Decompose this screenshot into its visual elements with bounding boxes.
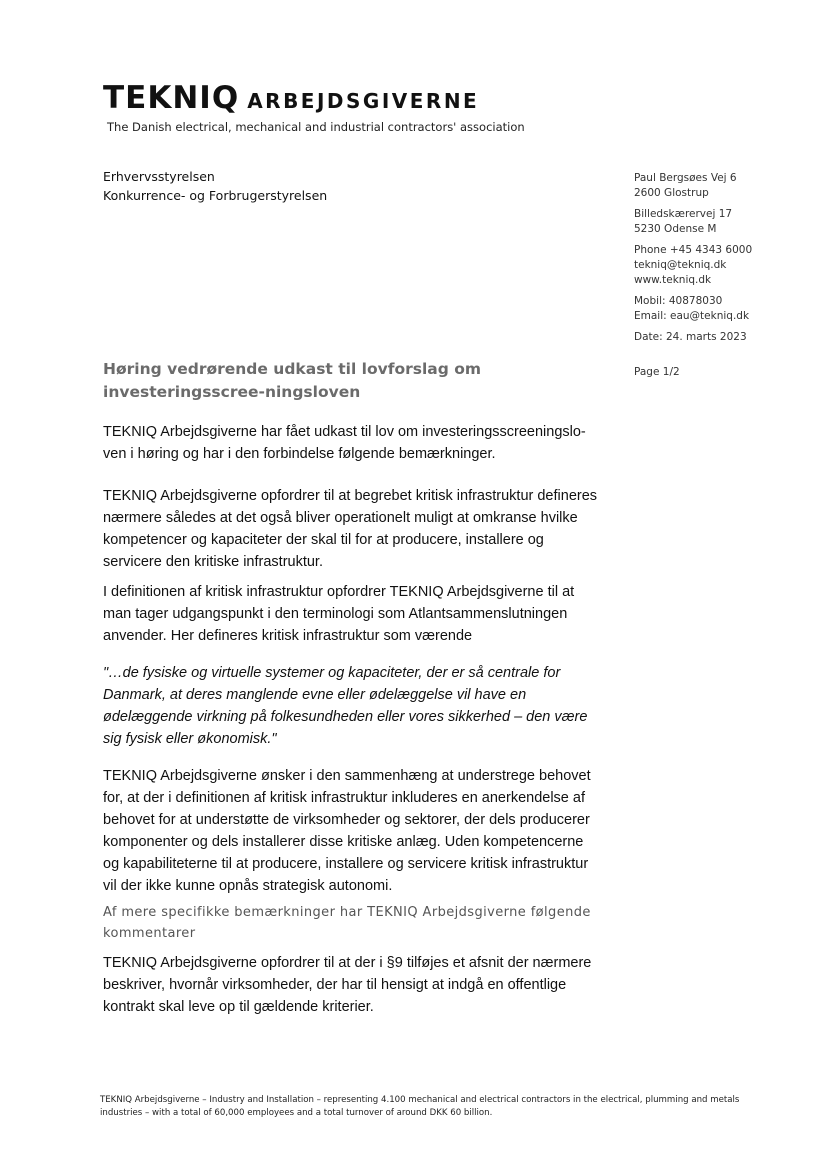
address-odense bbox=[634, 207, 752, 237]
page-footer: TEKNIQ Arbejdsgiverne – Industry and Installation – representing 4.100 mechanical and electrical contractors in the electrical, plumming and metals industries – with a total of 60,000 employees and a total turnover of around DKK 60 billion. bbox=[100, 1095, 740, 1118]
logo-sub-text: ARBEJDSGIVERNE bbox=[247, 89, 480, 113]
personal-email: Email: eau@tekniq.dk bbox=[634, 310, 750, 322]
quote-definition: "…de fysiske og virtuelle systemer og kapaciteter, der er så centrale for Danmark, at deres manglende evne eller ødelæggelse vil have en ødelæggende virkning på folkesundheden eller vores sikkerhed – den være sig fysisk eller økonomisk." bbox=[103, 665, 588, 747]
recipient-line: Erhvervsstyrelsen bbox=[103, 169, 215, 184]
address-line: Billedskærervej 17 bbox=[634, 208, 733, 220]
contact-email: tekniq@tekniq.dk bbox=[634, 259, 727, 271]
section-heading: Af mere specifikke bemærkninger har TEKNIQ Arbejdsgiverne følgende kommentarer bbox=[103, 905, 591, 941]
logo-main-text: TEKNIQ bbox=[103, 80, 240, 116]
date-block bbox=[634, 330, 752, 345]
recipient-line: Konkurrence- og Forbrugerstyrelsen bbox=[103, 188, 328, 203]
paragraph-emphasis: TEKNIQ Arbejdsgiverne ønsker i den sammenhæng at understrege behovet for, at der i definitionen af kritisk infrastruktur inkluderes en anerkendelse af behovet for at understøtte de virksomheder og sektorer, der dels producerer komponenter og dels installerer disse kritiske anlæg. Uden kompetencerne og kapabiliteterne til at producere, installere og servicere kritisk infrastruktur vil der ikke kunne opnås strategisk autonomi. bbox=[103, 768, 591, 894]
letter-date: Date: 24. marts 2023 bbox=[634, 331, 747, 343]
company-tagline: The Danish electrical, mechanical and industrial contractors' association bbox=[107, 120, 525, 134]
address-line: Paul Bergsøes Vej 6 bbox=[634, 172, 737, 184]
paragraph-terminology: I definitionen af kritisk infrastruktur opfordrer TEKNIQ Arbejdsgiverne til at man tager udgangspunkt i den terminologi som Atlantsammenslutningen anvender. Her defineres kritisk infrastruktur som værende bbox=[103, 584, 575, 644]
mobile-number: Mobil: 40878030 bbox=[634, 295, 723, 307]
paragraph-intro: TEKNIQ Arbejdsgiverne har fået udkast til lov om investeringsscreeningslo-ven i høring og har i den forbindelse følgende bemærkninger. bbox=[103, 424, 586, 462]
paragraph-definition: TEKNIQ Arbejdsgiverne opfordrer til at begrebet kritisk infrastruktur defineres nærmere således at det også bliver operationelt muligt at omkranse hvilke kompetencer og kapaciteter der skal til for at producere, installere og servicere den kritiske infrastruktur. bbox=[103, 488, 598, 570]
sender-info bbox=[634, 171, 752, 351]
address-line: 5230 Odense M bbox=[634, 223, 717, 235]
website: www.tekniq.dk bbox=[634, 274, 712, 286]
contact-block bbox=[634, 243, 752, 288]
phone-number: Phone +45 4343 6000 bbox=[634, 244, 753, 256]
page-number: Page 1/2 bbox=[634, 366, 680, 378]
company-logo bbox=[103, 80, 479, 116]
letter-subject: Høring vedrørende udkast til lovforslag om investeringsscree-ningsloven bbox=[103, 360, 482, 401]
personal-contact bbox=[634, 294, 752, 324]
recipient-block bbox=[103, 167, 327, 205]
paragraph-section9: TEKNIQ Arbejdsgiverne opfordrer til at der i §9 tilføjes et afsnit der nærmere beskriver, hvornår virksomheder, der har til hensigt at indgå en offentlige kontrakt skal leve op til gældende kriterier. bbox=[103, 955, 592, 1015]
address-line: 2600 Glostrup bbox=[634, 187, 709, 199]
address-glostrup bbox=[634, 171, 752, 201]
